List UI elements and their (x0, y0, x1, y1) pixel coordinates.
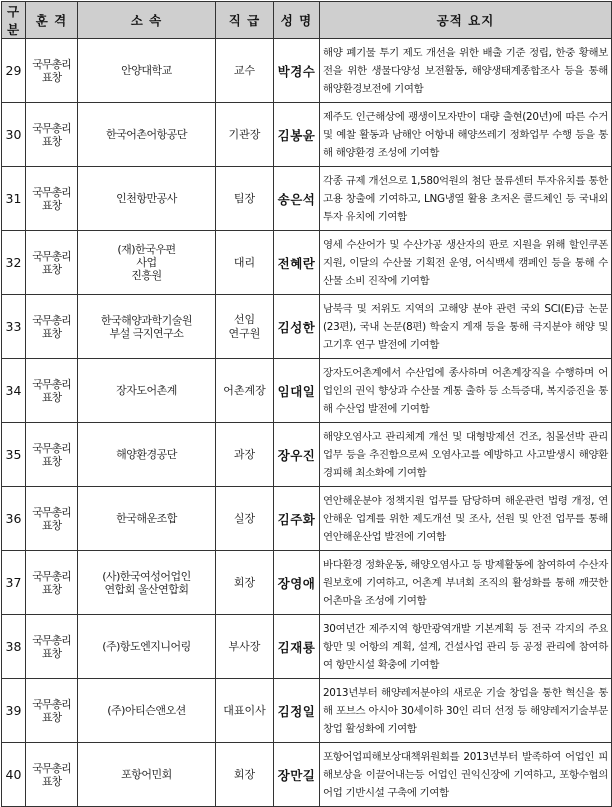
merit-summary: 해양오염사고 관리체계 개선 및 대형방제선 건조, 침몰선박 관리업무 등을 추진함으로써 오염사고를 예방하고 사고발생시 해양환경피해 최소화에 기여함 (320, 423, 612, 487)
merit-summary: 각종 규제 개선으로 1,580억원의 첨단 물류센터 투자유치를 통한 고용 창출에 기여하고, LNG냉열 활용 초저온 콜드체인 등 국내외 투자 유치에 기여함 (320, 167, 612, 231)
rank (216, 423, 274, 487)
rank (216, 615, 274, 679)
award-type-text: 국무총리 표창 (32, 185, 71, 212)
organization-text: 해양환경공단 (116, 448, 177, 461)
rank (216, 167, 274, 231)
award-type-text: 국무총리 표창 (32, 505, 71, 532)
table-body (2, 39, 612, 807)
merit-summary: 제주도 인근해상에 괭생이모자반이 대량 출현(20년)에 따른 수거 및 예찰 활동과 남해안 어항내 해양쓰레기 정화업무 수행 등을 통해 해양환경 조성에 기여함 (320, 103, 612, 167)
table-row (2, 615, 612, 679)
merit-summary: 연안해운분야 정책지원 업무를 담당하며 해운관련 법령 개정, 연안해운 업계를 위한 제도개선 및 조사, 선원 및 안전 업무를 통해 연안해운산업 발전에 기여함 (320, 487, 612, 551)
rank-text: 어촌계장 (223, 383, 266, 397)
organization-text: 인천항만공사 (116, 192, 177, 205)
row-number: 32 (2, 231, 26, 295)
award-type (26, 39, 78, 103)
recipient-name: 김재룡 (274, 615, 320, 679)
rank (216, 359, 274, 423)
award-list-table (1, 1, 612, 807)
rank-text: 대리 (233, 255, 256, 269)
rank-text: 기관장 (228, 127, 261, 141)
award-type (26, 615, 78, 679)
rank (216, 551, 274, 615)
rank-text: 팀장 (233, 191, 256, 205)
organization-text: 한국해운조합 (116, 512, 177, 525)
organization (78, 679, 216, 743)
organization (78, 39, 216, 103)
rank (216, 295, 274, 359)
merit-summary: 남북극 및 저위도 지역의 고해양 분야 관련 국외 SCI(E)급 논문(23편), 국내 논문(8편) 학술지 게재 등을 통해 극지분야 해양 및 고기후 연구 발전에 기여함 (320, 295, 612, 359)
award-type-text: 국무총리 표창 (32, 441, 71, 468)
rank (216, 231, 274, 295)
table-row (2, 231, 612, 295)
award-type (26, 679, 78, 743)
recipient-name: 박경수 (274, 39, 320, 103)
rank-text: 실장 (233, 511, 256, 525)
organization-text: (주)항도엔지니어링 (102, 640, 191, 653)
award-type-text: 국무총리 표창 (32, 697, 71, 724)
merit-summary: 바다환경 정화운동, 해양오염사고 등 방제활동에 참여하여 수산자원보호에 기여하고, 어촌계 부녀회 조직의 활성화를 통해 깨끗한 어촌마을 조성에 기여함 (320, 551, 612, 615)
row-number: 33 (2, 295, 26, 359)
merit-summary: 장자도어촌계에서 수산업에 종사하며 어촌계장직을 수행하며 어업인의 권익 향상과 수산물 계통 출하 등 소득증대, 복지증진을 통해 수산업 발전에 기여함 (320, 359, 612, 423)
row-number: 31 (2, 167, 26, 231)
award-type (26, 167, 78, 231)
rank-text: 대표이사 (223, 703, 266, 717)
organization-text: 포항어민회 (121, 768, 172, 781)
merit-summary: 2013년부터 해양레저분야의 새로운 기술 창업을 통한 혁신을 통해 포브스 아시아 30세이하 30인 리더 선정 등 해양레저기술부문 창업 활성화에 기여함 (320, 679, 612, 743)
award-type-text: 국무총리 표창 (32, 249, 71, 276)
rank (216, 487, 274, 551)
award-type-text: 국무총리 표창 (32, 569, 71, 596)
table-row (2, 103, 612, 167)
recipient-name: 임대일 (274, 359, 320, 423)
rank (216, 39, 274, 103)
award-type (26, 231, 78, 295)
recipient-name: 김정일 (274, 679, 320, 743)
rank-text: 교수 (233, 63, 256, 77)
award-type (26, 295, 78, 359)
recipient-name: 김성한 (274, 295, 320, 359)
rank (216, 679, 274, 743)
header-award: 훈 격 (26, 2, 78, 39)
table-row (2, 295, 612, 359)
table-row (2, 359, 612, 423)
row-number: 38 (2, 615, 26, 679)
row-number: 39 (2, 679, 26, 743)
rank-text: 선임 연구원 (228, 312, 261, 340)
recipient-name: 송은석 (274, 167, 320, 231)
rank (216, 103, 274, 167)
merit-summary: 영세 수산어가 및 수산가공 생산자의 판로 지원을 위해 할인쿠폰 지원, 이달의 수산물 기획전 운영, 어식백세 캠페인 등을 통해 수산물 소비 진작에 기여함 (320, 231, 612, 295)
organization-text: 안양대학교 (121, 64, 172, 77)
rank-text: 회장 (233, 767, 256, 781)
recipient-name: 김주화 (274, 487, 320, 551)
award-type-text: 국무총리 표창 (32, 121, 71, 148)
organization-text: 장자도어촌계 (116, 384, 177, 397)
table-row (2, 551, 612, 615)
recipient-name: 장영애 (274, 551, 320, 615)
organization (78, 231, 216, 295)
organization-text: 한국어촌어항공단 (105, 128, 187, 141)
row-number: 36 (2, 487, 26, 551)
recipient-name: 김봉윤 (274, 103, 320, 167)
award-type (26, 103, 78, 167)
organization (78, 295, 216, 359)
header-no: 구분 (2, 2, 26, 39)
organization-text: (사)한국여성어업인 연합회 울산연합회 (102, 569, 191, 596)
organization-text: (재)한국우편 사업 진흥원 (117, 243, 176, 282)
organization (78, 551, 216, 615)
award-type-text: 국무총리 표창 (32, 377, 71, 404)
row-number: 34 (2, 359, 26, 423)
recipient-name: 장만길 (274, 743, 320, 807)
merit-summary: 해양 폐기물 투기 제도 개선을 위한 배출 기준 정립, 한중 황해보전을 위한 생물다양성 보전활동, 해양생태계종합조사 등을 통해 해양환경보전에 기여함 (320, 39, 612, 103)
header-org: 소 속 (78, 2, 216, 39)
row-number: 40 (2, 743, 26, 807)
organization-text: (주)아티슨앤오션 (107, 704, 186, 717)
award-type (26, 423, 78, 487)
header-merit: 공적 요지 (320, 2, 612, 39)
award-type-text: 국무총리 표창 (32, 633, 71, 660)
table-row (2, 167, 612, 231)
table-row (2, 487, 612, 551)
table-row (2, 423, 612, 487)
rank-text: 회장 (233, 575, 256, 589)
award-type-text: 국무총리 표창 (32, 761, 71, 788)
award-type (26, 487, 78, 551)
row-number: 29 (2, 39, 26, 103)
table-row (2, 679, 612, 743)
table-header (2, 2, 612, 39)
award-type-text: 국무총리 표창 (32, 57, 71, 84)
organization (78, 487, 216, 551)
award-type-text: 국무총리 표창 (32, 313, 71, 340)
rank-text: 과장 (233, 447, 256, 461)
row-number: 35 (2, 423, 26, 487)
organization (78, 359, 216, 423)
organization-text: 한국해양과학기술원 부설 극지연구소 (100, 313, 193, 340)
award-type (26, 359, 78, 423)
merit-summary: 포항어업피해보상대책위원회를 2013년부터 발족하여 어업인 피해보상을 이끌어내는등 어업인 권익신장에 기여하고, 포항수협의 어업 기반시설 구축에 기여함 (320, 743, 612, 807)
organization (78, 103, 216, 167)
organization (78, 615, 216, 679)
recipient-name: 장우진 (274, 423, 320, 487)
rank-text: 부사장 (228, 639, 261, 653)
header-rank: 직 급 (216, 2, 274, 39)
row-number: 30 (2, 103, 26, 167)
organization (78, 423, 216, 487)
award-type (26, 551, 78, 615)
recipient-name: 전혜란 (274, 231, 320, 295)
organization (78, 167, 216, 231)
row-number: 37 (2, 551, 26, 615)
table-row (2, 39, 612, 103)
header-row (2, 2, 612, 39)
merit-summary: 30여년간 제주지역 항만광역개발 기본계획 등 전국 각지의 주요 항만 및 어항의 계획, 설계, 건설사업 관리 등 공정 관리에 참여하여 항만시설 확충에 기여함 (320, 615, 612, 679)
header-name: 성 명 (274, 2, 320, 39)
